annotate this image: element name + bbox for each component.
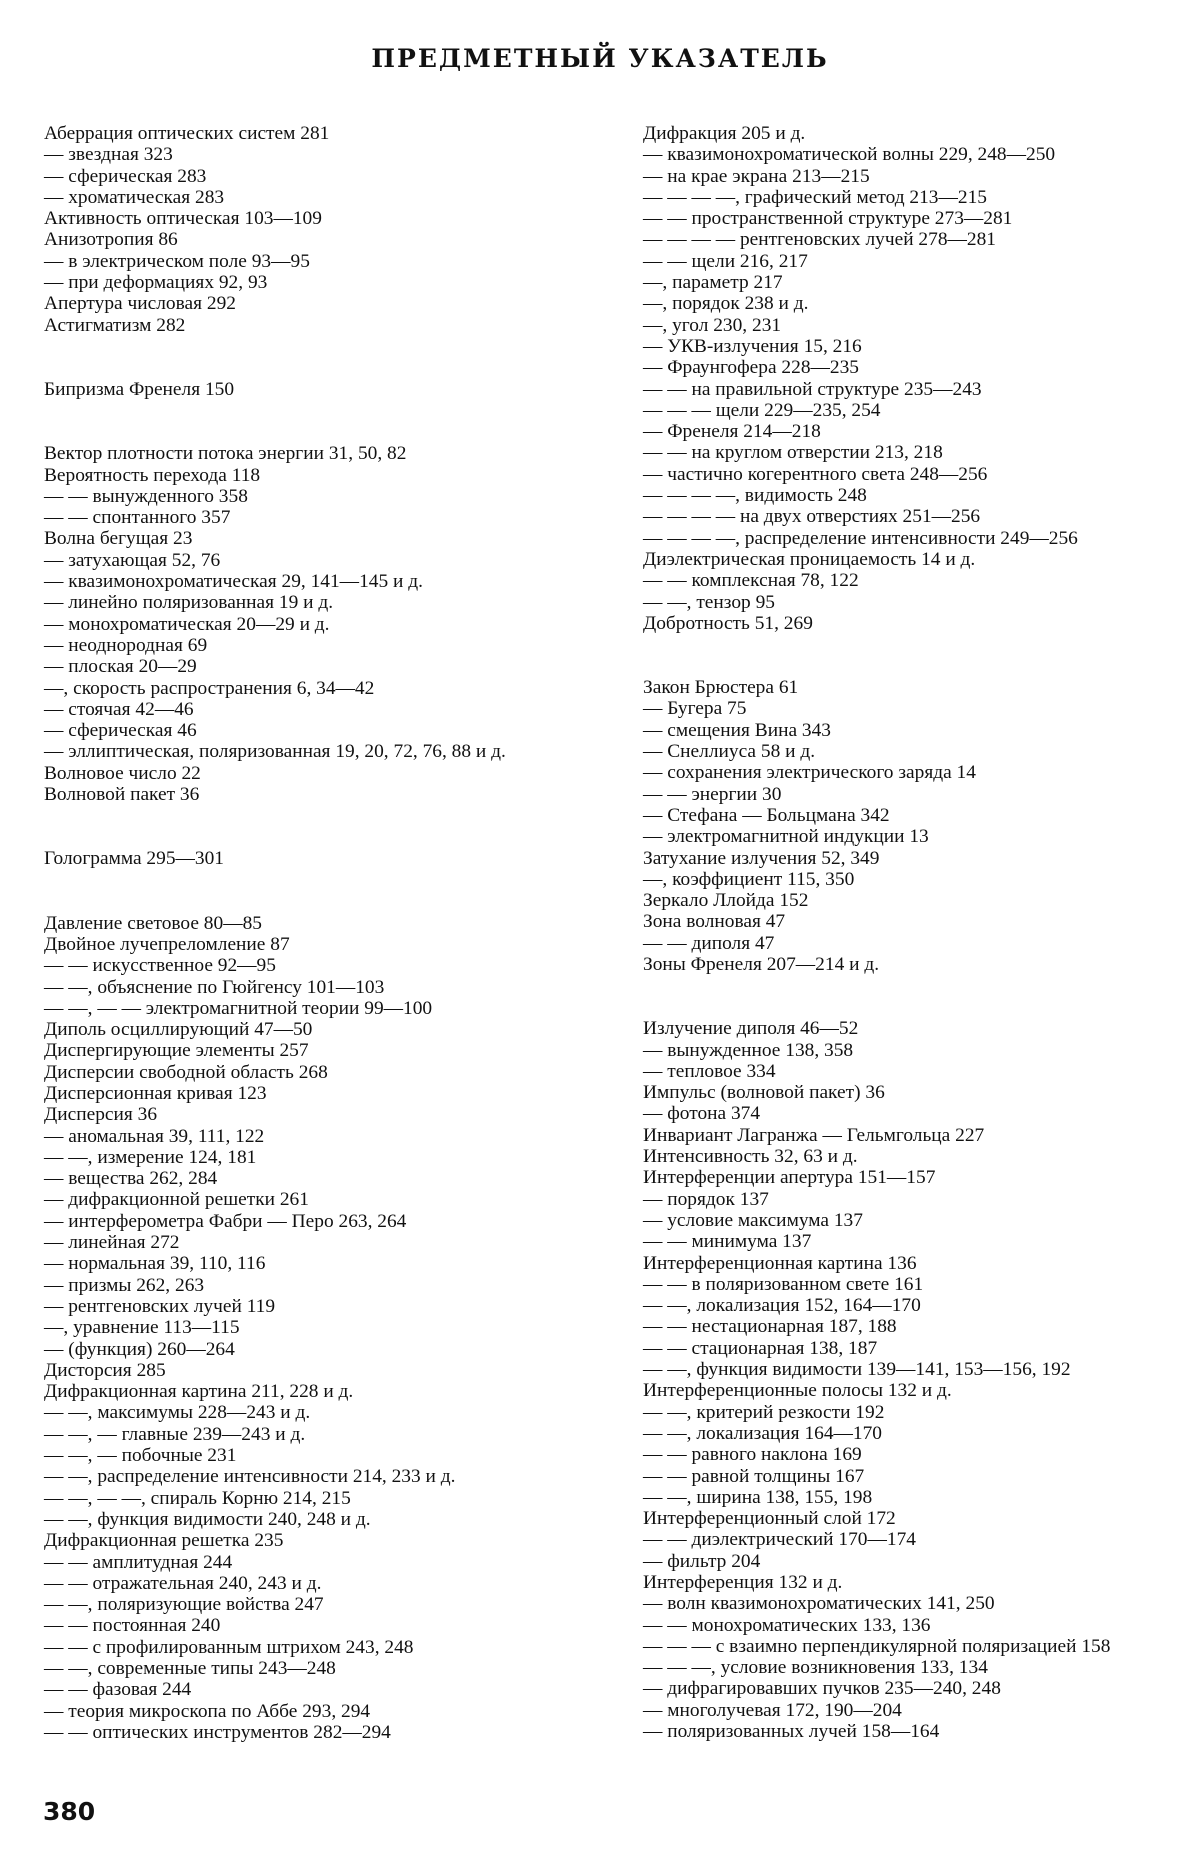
index-entry: — вынужденное 138, 358	[643, 1039, 854, 1061]
left-column	[44, 123, 569, 1743]
right-column	[643, 123, 1157, 1742]
index-entry: — — — щели 229—235, 254	[643, 399, 881, 421]
index-entry: Интенсивность 32, 63 и д.	[643, 1146, 858, 1168]
index-entry: — Фраунгофера 228—235	[643, 357, 859, 379]
index-entry: — вещества 262, 284	[44, 1168, 218, 1190]
index-entry: — —, тензор 95	[643, 591, 775, 613]
index-entry: — — оптических инструментов 282—294	[44, 1721, 391, 1743]
section-gap	[643, 975, 1157, 1018]
index-entry: — хроматическая 283	[44, 186, 225, 208]
index-entry: — тепловое 334	[643, 1060, 776, 1082]
index-entry: Диспергирующие элементы 257	[44, 1040, 309, 1062]
index-entry: — в электрическом поле 93—95	[44, 250, 310, 272]
index-entry: Бипризма Френеля 150	[44, 378, 235, 400]
index-entry: Интерференция 132 и д.	[643, 1572, 843, 1593]
index-entry: — электромагнитной индукции 13	[643, 826, 929, 848]
index-entry: — — — —, распределение интенсивности 249—256	[643, 527, 1078, 549]
index-entry: Интерференционный слой 172	[643, 1508, 896, 1530]
index-entry: — на крае экрана 213—215	[643, 165, 870, 187]
index-entry: — Стефана — Больцмана 342	[643, 804, 890, 826]
index-entry: — —, — побочные 231	[44, 1445, 237, 1467]
index-entry: — частично когерентного света 248—256	[643, 463, 988, 485]
index-entry: — — амплитудная 244	[44, 1551, 233, 1573]
index-entry: Дисперсии свободной область 268	[44, 1061, 328, 1083]
page-number: 380	[43, 1797, 96, 1826]
index-entry: Зона волновая 47	[643, 911, 786, 933]
index-entry: — —, функция видимости 139—141, 153—156, 192	[643, 1359, 1071, 1381]
index-entry: Импульс (волновой пакет) 36	[643, 1082, 885, 1104]
index-entry: — — в поляризованном свете 161	[643, 1273, 924, 1295]
index-entry: Волна бегущая 23	[44, 528, 193, 550]
index-entry: Зеркало Ллойда 152	[643, 890, 809, 912]
index-entry: — фильтр 204	[643, 1550, 761, 1572]
index-entry: — —, объяснение по Гюйгенсу 101—103	[44, 976, 385, 998]
index-entry: — —, измерение 124, 181	[44, 1146, 257, 1168]
index-entry: — волн квазимонохроматических 141, 250	[643, 1593, 995, 1615]
index-entry: — —, поляризующие войства 247	[44, 1594, 324, 1616]
index-entry: — — энергии 30	[643, 783, 782, 805]
index-entry: Астигматизм 282	[44, 314, 186, 336]
index-entry: — многолучевая 172, 190—204	[643, 1699, 902, 1721]
index-entry: — линейная 272	[44, 1232, 180, 1254]
index-entry: — неоднородная 69	[44, 634, 208, 656]
index-entry: — — — — рентгеновских лучей 278—281	[643, 229, 996, 251]
index-entry: —, параметр 217	[643, 272, 783, 294]
index-entry: — — — — на двух отверстиях 251—256	[643, 506, 981, 528]
index-entry: — порядок 137	[643, 1188, 769, 1210]
index-entry: Дифракционная решетка 235	[44, 1530, 284, 1552]
index-entry: — — монохроматических 133, 136	[643, 1614, 931, 1636]
index-entry: — — равной толщины 167	[643, 1465, 865, 1487]
index-entry: — квазимонохроматической волны 229, 248—250	[643, 144, 1056, 166]
index-entry: — — на правильной структуре 235—243	[643, 378, 982, 400]
index-entry: — нормальная 39, 110, 116	[44, 1253, 266, 1275]
index-entry: — —, современные типы 243—248	[44, 1658, 336, 1679]
index-entry: — — на круглом отверстии 213, 218	[643, 442, 943, 464]
index-entry: — — диэлектрический 170—174	[643, 1529, 916, 1551]
index-entry: Апертура числовая 292	[44, 293, 236, 315]
index-entry: — — — —, графический метод 213—215	[643, 186, 987, 208]
index-entry: Аберрация оптических систем 281	[44, 123, 330, 144]
index-entry: — фотона 374	[643, 1103, 761, 1125]
index-entry: — эллиптическая, поляризованная 19, 20, 72, 76, 88 и д.	[44, 741, 506, 763]
index-entry: — звездная 323	[44, 144, 173, 166]
index-entry: — УКВ-излучения 15, 216	[643, 335, 862, 357]
index-entry: —, уравнение 113—115	[44, 1317, 240, 1339]
index-entry: — монохроматическая 20—29 и д.	[44, 613, 330, 635]
index-entry: — — нестационарная 187, 188	[643, 1316, 897, 1338]
index-entry: — (функция) 260—264	[44, 1338, 235, 1360]
index-entry: — — спонтанного 357	[44, 507, 231, 529]
index-entry: — затухающая 52, 76	[44, 549, 221, 571]
index-entry: Добротность 51, 269	[643, 612, 813, 634]
index-entry: — стоячая 42—46	[44, 698, 194, 720]
index-entry: Вектор плотности потока энергии 31, 50, 82	[44, 443, 407, 465]
index-entry: Интерференции апертура 151—157	[643, 1167, 936, 1189]
index-entry: Активность оптическая 103—109	[44, 208, 322, 230]
index-entry: — — отражательная 240, 243 и д.	[44, 1572, 322, 1594]
section-gap	[44, 400, 569, 443]
index-entry: — условие максимума 137	[643, 1209, 863, 1231]
section-gap	[44, 870, 569, 913]
index-entry: — — равного наклона 169	[643, 1444, 862, 1466]
index-entry: — рентгеновских лучей 119	[44, 1295, 276, 1317]
index-entry: — — — с взаимно перпендикулярной поляризацией 158	[643, 1635, 1111, 1657]
index-entry: — — щели 216, 217	[643, 250, 808, 272]
index-entry: — квазимонохроматическая 29, 141—145 и д.	[44, 571, 423, 593]
page-title: ПРЕДМЕТНЫЙ УКАЗАТЕЛЬ	[371, 44, 829, 73]
index-entry: — —, — — электромагнитной теории 99—100	[44, 997, 433, 1019]
index-entry: — сферическая 283	[44, 165, 207, 187]
index-entry: — смещения Вина 343	[643, 719, 832, 741]
index-entry: — сохранения электрического заряда 14	[643, 762, 976, 784]
index-entry: — — с профилированным штрихом 243, 248	[44, 1636, 414, 1658]
index-entry: — аномальная 39, 111, 122	[44, 1125, 265, 1147]
index-entry: Давление световое 80—85	[44, 912, 262, 934]
index-entry: — —, максимумы 228—243 и д.	[44, 1402, 311, 1424]
index-entry: Закон Брюстера 61	[643, 677, 799, 699]
index-entry: Анизотропия 86	[44, 229, 178, 251]
index-entry: Дифракционная картина 211, 228 и д.	[44, 1381, 354, 1403]
index-entry: Инвариант Лагранжа — Гельмгольца 227	[643, 1124, 985, 1146]
index-entry: Дисперсионная кривая 123	[44, 1082, 267, 1104]
index-entry: Диэлектрическая проницаемость 14 и д.	[643, 548, 976, 570]
index-entry: — —, — —, спираль Корню 214, 215	[44, 1487, 351, 1509]
index-entry: Диполь осциллирующий 47—50	[44, 1019, 313, 1041]
index-entry: — —, локализация 152, 164—170	[643, 1295, 921, 1317]
index-entry: Интерференционные полосы 132 и д.	[643, 1380, 952, 1402]
index-entry: — — вынужденного 358	[44, 485, 248, 507]
index-entry: — при деформациях 92, 93	[44, 272, 268, 294]
index-entry: —, скорость распространения 6, 34—42	[44, 677, 375, 699]
index-entry: — — пространственной структуре 273—281	[643, 208, 1013, 230]
index-entry: — — стационарная 138, 187	[643, 1337, 878, 1359]
index-entry: — — фазовая 244	[44, 1679, 192, 1701]
index-entry: Затухание излучения 52, 349	[643, 847, 880, 869]
index-entry: — теория микроскопа по Аббе 293, 294	[44, 1700, 371, 1722]
index-entry: — — диполя 47	[643, 932, 775, 954]
index-entry: —, угол 230, 231	[643, 314, 782, 336]
index-entry: — — минимума 137	[643, 1231, 812, 1253]
index-entry: — Бугера 75	[643, 698, 747, 720]
section-gap	[44, 805, 569, 848]
index-entry: — сферическая 46	[44, 720, 197, 742]
index-entry: — — —, условие возникновения 133, 134	[643, 1657, 988, 1679]
index-entry: Волновое число 22	[44, 762, 201, 784]
index-entry: — — искусственное 92—95	[44, 955, 276, 977]
index-entry: — призмы 262, 263	[44, 1274, 205, 1296]
index-entry: — Снеллиуса 58 и д.	[643, 741, 816, 763]
index-entry: Волновой пакет 36	[44, 784, 200, 806]
index-entry: — дифракционной решетки 261	[44, 1189, 309, 1211]
index-entry: — —, — главные 239—243 и д.	[44, 1423, 306, 1445]
index-entry: — плоская 20—29	[44, 656, 197, 678]
index-entry: Зоны Френеля 207—214 и д.	[643, 953, 880, 975]
index-entry: — дифрагировавших пучков 235—240, 248	[643, 1678, 1001, 1700]
index-entry: — линейно поляризованная 19 и д.	[44, 592, 334, 614]
index-entry: —, коэффициент 115, 350	[643, 868, 855, 890]
index-entry: — —, локализация 164—170	[643, 1422, 883, 1444]
index-entry: — —, функция видимости 240, 248 и д.	[44, 1508, 371, 1530]
index-entry: Дисторсия 285	[44, 1359, 166, 1381]
index-entry: — —, ширина 138, 155, 198	[643, 1486, 873, 1508]
index-entry: — Френеля 214—218	[643, 421, 821, 443]
section-gap	[643, 634, 1157, 677]
index-entry: — — — —, видимость 248	[643, 485, 867, 507]
index-entry: Двойное лучепреломление 87	[44, 933, 290, 955]
index-entry: — —, распределение интенсивности 214, 233 и д.	[44, 1466, 456, 1488]
index-entry: Дифракция 205 и д.	[643, 123, 806, 144]
index-entry: —, порядок 238 и д.	[643, 293, 809, 315]
section-gap	[44, 336, 569, 379]
index-entry: Излучение диполя 46—52	[643, 1018, 859, 1040]
index-entry: — поляризованных лучей 158—164	[643, 1721, 940, 1743]
index-entry: — —, критерий резкости 192	[643, 1401, 885, 1423]
index-entry: — — комплексная 78, 122	[643, 570, 859, 592]
index-entry: Дисперсия 36	[44, 1104, 158, 1126]
index-entry: Вероятность перехода 118	[44, 464, 261, 486]
index-entry: — — постоянная 240	[44, 1615, 221, 1637]
index-entry: Голограмма 295—301	[44, 848, 224, 870]
index-entry: — интерферометра Фабри — Перо 263, 264	[44, 1210, 407, 1232]
index-entry: Интерференционная картина 136	[643, 1252, 917, 1274]
